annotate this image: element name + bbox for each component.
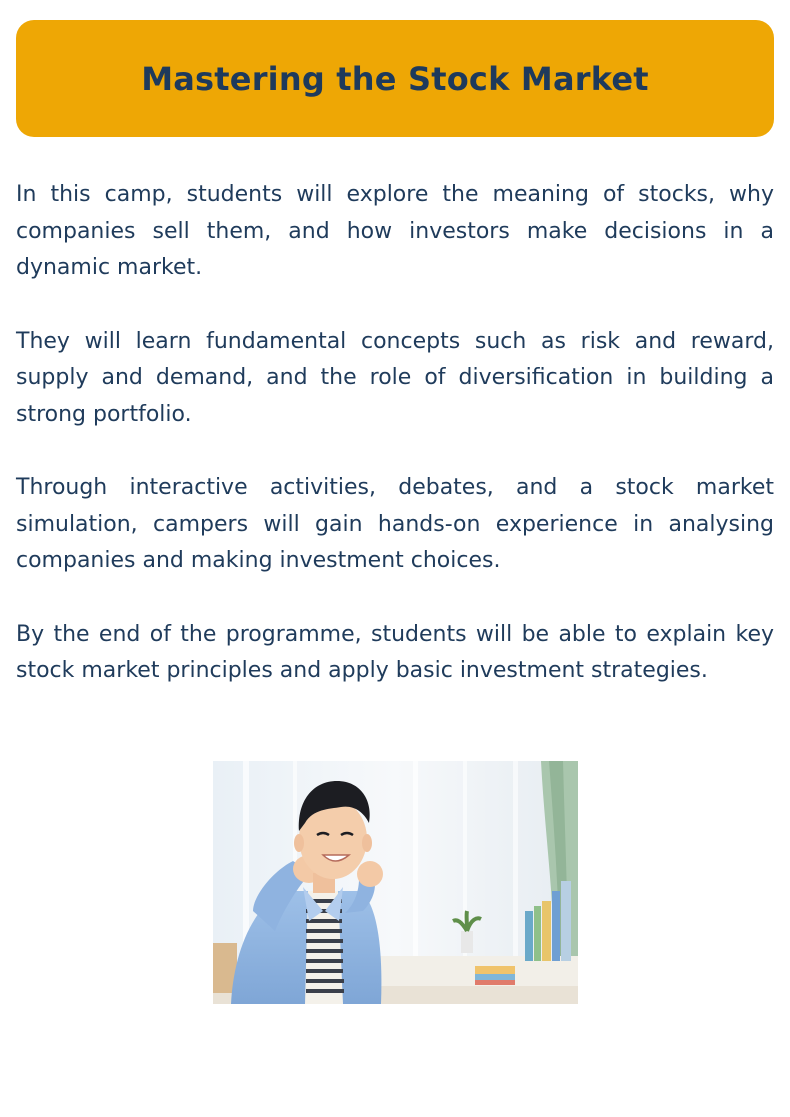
intro-paragraph: In this camp, students will explore the meaning of stocks, why companies sell them, and how investors make decisions in a dynamic market. [16,182,774,280]
concepts-paragraph: They will learn fundamental concepts such as risk and reward, supply and demand, and the role of diversification in building a strong portfolio. [16,328,774,427]
activities-paragraph: Through interactive activities, debates, and a stock market simulation, campers will gain hands-on experience in analysing companies and making investment choices. [16,475,774,573]
student-photo [213,761,578,1004]
title-banner [16,20,774,137]
page-title: Mastering the Stock Market [141,59,649,98]
outcome-paragraph: By the end of the programme, students will be able to explain key stock market principles and apply basic investment strategies. [16,621,774,683]
body-content [16,177,774,727]
